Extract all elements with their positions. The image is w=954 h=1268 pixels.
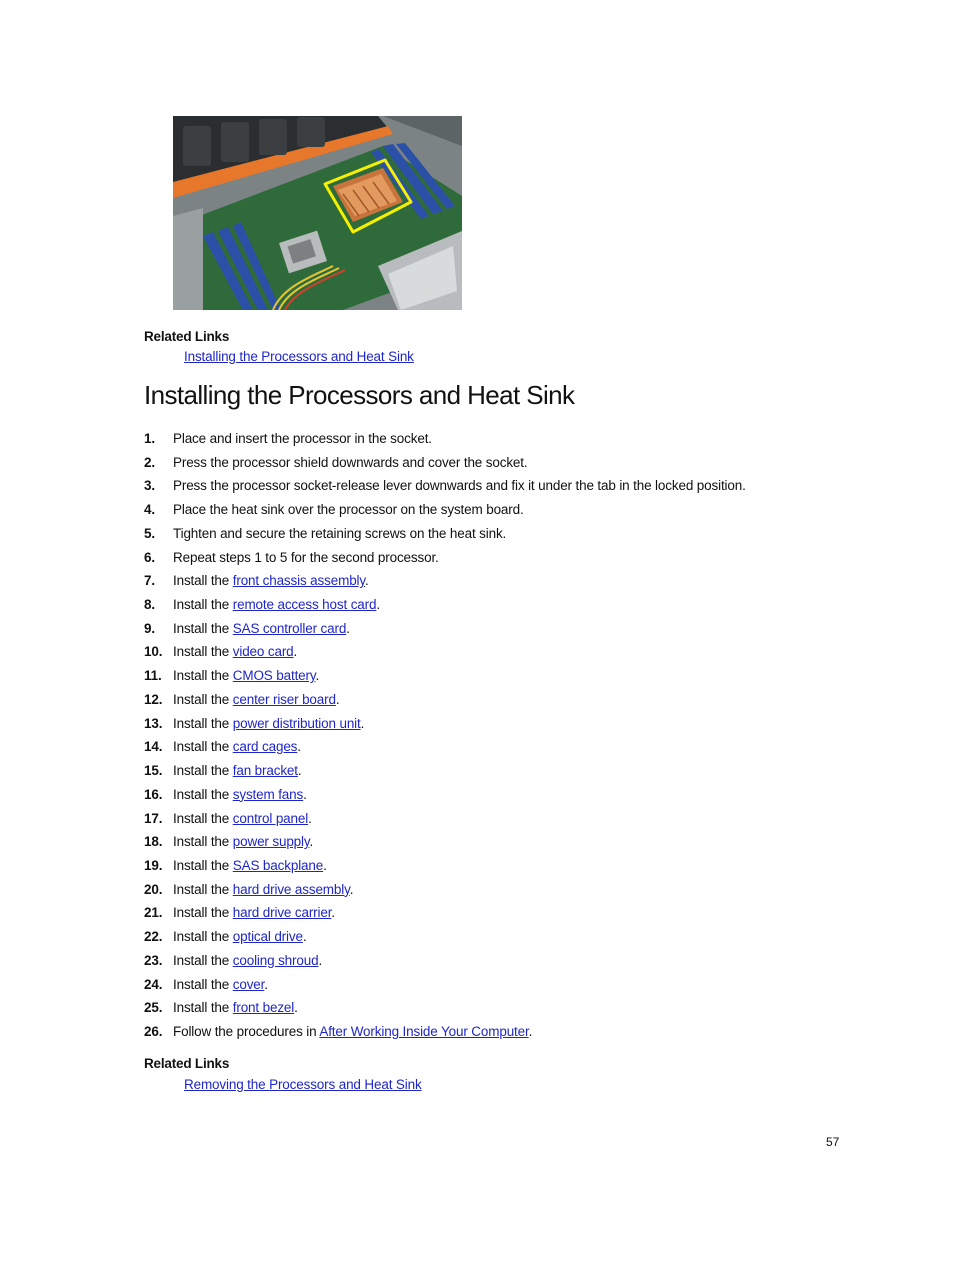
step-number: 26. [144,1023,163,1039]
step-text-suffix: . [297,763,302,779]
step-link[interactable]: CMOS battery [232,668,316,684]
step-text [173,619,350,639]
step-text [173,903,335,923]
step-number: 5. [144,525,155,541]
step-link[interactable]: hard drive carrier [232,905,332,921]
procedure-step [144,737,844,761]
procedure-step [144,927,844,951]
step-text [173,809,312,829]
step-number: 18. [144,834,163,850]
step-link[interactable]: After Working Inside Your Computer [319,1023,529,1039]
step-text-suffix: . [346,620,350,636]
procedure-step [144,809,844,833]
procedure-step [144,714,844,738]
step-text-suffix: . [308,810,312,826]
step-text-prefix: Install the [173,620,233,636]
procedure-step [144,571,844,595]
procedure-step [144,595,844,619]
step-text-prefix: Install the [173,810,233,826]
step-text-prefix: Install the [173,644,233,660]
step-link[interactable]: power distribution unit [232,715,361,731]
step-number: 14. [144,739,163,755]
step-number: 20. [144,881,163,897]
step-text-prefix: Install the [173,929,233,945]
step-text-prefix: Install the [173,952,233,968]
step-link[interactable]: hard drive assembly [232,881,350,897]
procedure-step [144,666,844,690]
procedure-step [144,1022,844,1046]
step-text: Repeat steps 1 to 5 for the second processor. [173,549,439,565]
step-number: 13. [144,715,163,731]
related-link-installing[interactable]: Installing the Processors and Heat Sink [184,349,414,364]
procedure-step [144,903,844,927]
step-text: Press the processor shield downwards and cover the socket. [173,454,528,470]
step-text [173,785,307,805]
step-text-prefix: Install the [173,715,233,731]
step-link[interactable]: cooling shroud [232,952,319,968]
step-text [173,595,380,615]
procedure-step [144,951,844,975]
step-text-suffix: . [335,691,340,707]
step-number: 11. [144,668,162,684]
procedure-step [144,619,844,643]
step-link[interactable]: SAS backplane [232,857,324,873]
procedure-step [144,998,844,1022]
procedure-step [144,975,844,999]
step-text [173,714,364,734]
step-link[interactable]: card cages [232,739,298,755]
step-number: 1. [144,431,155,446]
step-link[interactable]: front bezel [232,1000,295,1016]
step-text-suffix: . [360,715,365,731]
step-text [173,927,306,947]
step-number: 24. [144,976,163,992]
procedure-step [144,453,844,477]
step-number: 17. [144,810,163,826]
page-title: Installing the Processors and Heat Sink [144,380,575,410]
step-text-suffix: . [365,573,369,589]
step-text-suffix: . [302,929,307,945]
procedure-step [144,690,844,714]
step-text-suffix: . [309,834,314,850]
step-number: 9. [144,620,155,636]
step-number: 3. [144,478,155,494]
step-text: Place the heat sink over the processor on the system board. [173,502,524,518]
step-text: Tighten and secure the retaining screws on the heat sink. [173,525,507,541]
step-text-prefix: Install the [173,691,233,707]
step-text [173,666,319,686]
step-number: 15. [144,763,163,779]
page-number: 57 [826,1135,840,1149]
step-text-suffix: . [349,881,354,897]
step-text-suffix: . [315,668,320,684]
procedure-step [144,500,844,524]
procedure-step [144,642,844,666]
server-interior-illustration [173,116,462,310]
step-text [173,690,339,710]
step-text-prefix: Follow the procedures in [173,1023,320,1039]
step-text-suffix: . [318,952,323,968]
step-link[interactable]: fan bracket [232,763,298,779]
step-number: 25. [144,1000,163,1016]
step-number: 19. [144,857,163,873]
step-number: 8. [144,597,155,613]
step-text-prefix: Install the [173,881,233,897]
step-number: 2. [144,454,155,470]
step-text: Press the processor socket-release lever downwards and fix it under the tab in the locked position. [173,478,746,494]
procedure-steps-list [144,429,844,1046]
procedure-step [144,548,844,572]
step-text [173,737,301,757]
procedure-step [144,476,844,500]
procedure-step [144,880,844,904]
step-text-suffix: . [376,597,380,613]
procedure-step [144,785,844,809]
step-link[interactable]: control panel [232,810,309,826]
step-text-suffix: . [323,857,327,873]
procedure-step [144,429,844,453]
step-text-suffix: . [297,739,301,755]
step-text-prefix: Install the [173,668,233,684]
step-number: 22. [144,929,163,945]
step-link[interactable]: remote access host card [232,597,377,613]
step-text-suffix: . [331,905,335,921]
step-text-prefix: Install the [173,905,233,921]
step-text [173,642,297,662]
step-text [173,998,298,1018]
step-text [173,975,268,995]
related-links-heading-bottom: Related Links [144,1056,230,1071]
step-text [173,1022,532,1042]
step-link[interactable]: center riser board [232,691,336,707]
related-links-heading: Related Links [144,329,230,344]
step-number: 10. [144,644,163,660]
step-number: 7. [144,573,155,589]
step-link[interactable]: video card [232,644,294,660]
step-text: Place and insert the processor in the socket. [173,431,432,446]
related-link-removing[interactable]: Removing the Processors and Heat Sink [184,1077,422,1092]
step-text [173,571,369,591]
step-text [173,951,322,971]
step-text-prefix: Install the [173,573,233,589]
step-text [173,761,302,781]
step-link[interactable]: front chassis assembly [232,573,365,589]
step-text-suffix: . [303,786,307,802]
procedure-step [144,856,844,880]
step-text-suffix: . [264,976,268,992]
step-link[interactable]: power supply [232,834,310,850]
step-text-prefix: Install the [173,976,233,992]
step-number: 12. [144,691,163,707]
step-link[interactable]: optical drive [232,929,303,945]
step-number: 4. [144,502,155,518]
step-text-prefix: Install the [173,1000,233,1016]
step-number: 16. [144,786,163,802]
step-number: 23. [144,952,163,968]
step-text-suffix: . [528,1023,533,1039]
step-link[interactable]: SAS controller card [232,620,347,636]
step-text-prefix: Install the [173,763,233,779]
procedure-step [144,832,844,856]
step-text-prefix: Install the [173,857,233,873]
step-text [173,856,327,876]
processor-heat-sink-figure [173,116,462,310]
step-text-prefix: Install the [173,834,233,850]
step-text [173,832,313,852]
step-link[interactable]: system fans [232,786,304,802]
step-number: 6. [144,549,155,565]
step-text-prefix: Install the [173,739,233,755]
step-text-suffix: . [294,1000,298,1016]
step-text-prefix: Install the [173,597,233,613]
step-text [173,880,353,900]
procedure-step [144,761,844,785]
procedure-step [144,524,844,548]
step-number: 21. [144,905,163,921]
step-link[interactable]: cover [232,976,265,992]
step-text-suffix: . [293,644,298,660]
step-text-prefix: Install the [173,786,233,802]
